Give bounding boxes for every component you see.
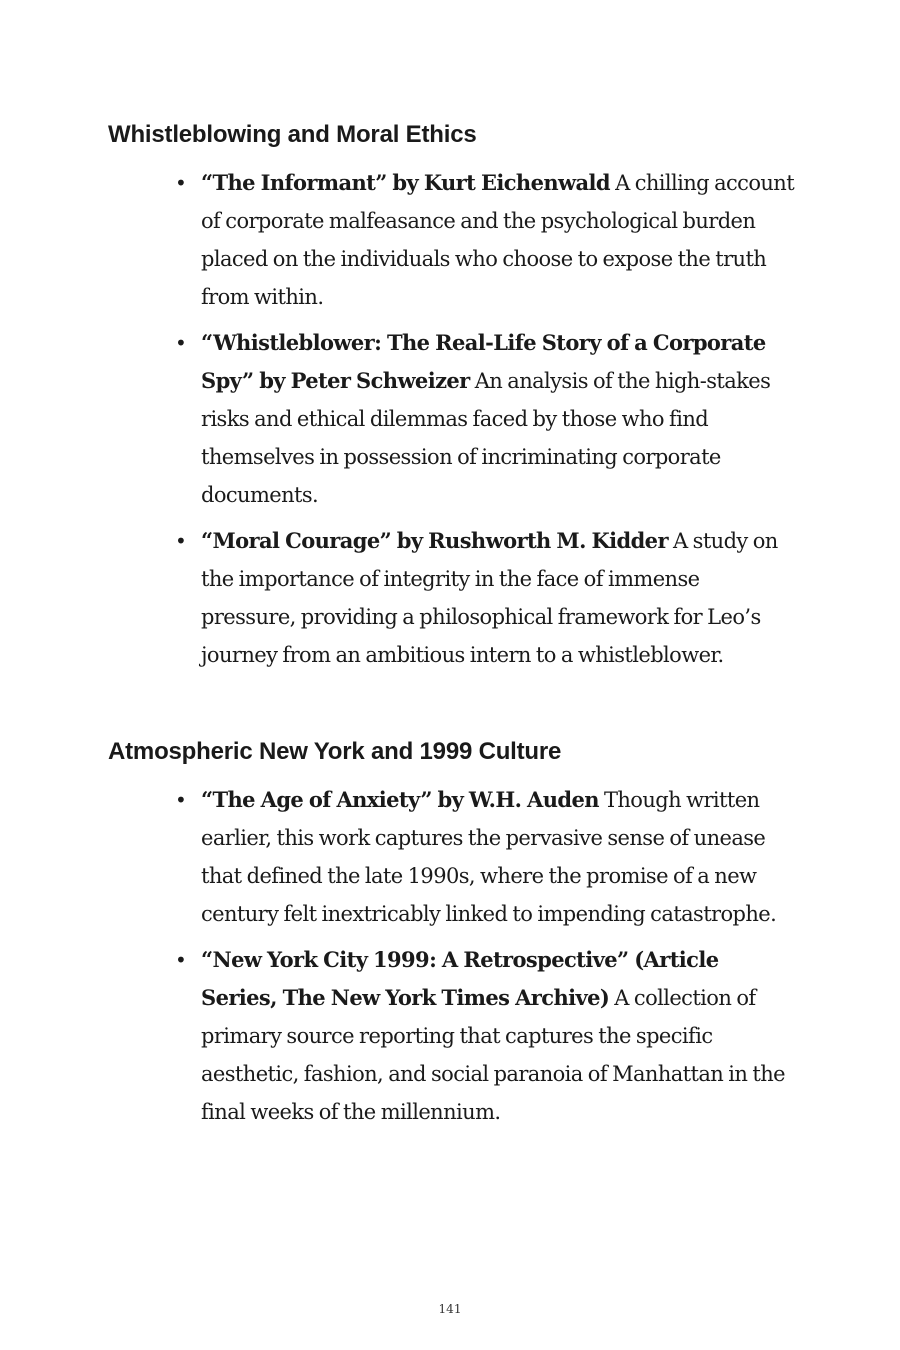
list-item (175, 164, 799, 316)
list-item (175, 781, 799, 933)
book-description: A chilling account of corporate malfeasance and the psychological burden placed on the individuals who choose to expose the truth from within. (201, 171, 795, 309)
book-title: “New York City 1999: A Retrospective” (Article Series, The New York Times Archive) (201, 947, 719, 1010)
bullet-icon: • (175, 529, 187, 553)
book-description: An analysis of the high-stakes risks and ethical dilemmas faced by those who find themselves in possession of incriminating corporate documents. (201, 369, 771, 507)
list-item (175, 324, 799, 514)
page-number: 141 (438, 1302, 462, 1316)
list-item (175, 522, 799, 674)
book-description: A collection of primary source reporting that captures the specific aesthetic, fashion, and social paranoia of Manhattan in the final weeks of the millennium. (201, 986, 785, 1124)
reading-list (108, 164, 799, 674)
bullet-icon: • (175, 948, 187, 972)
book-title: “Whistleblower: The Real-Life Story of a Corporate Spy” by Peter Schweizer (201, 330, 766, 393)
book-title: “Moral Courage” by Rushworth M. Kidder (201, 528, 668, 553)
bullet-icon: • (175, 331, 187, 355)
bullet-icon: • (175, 788, 187, 812)
section-heading: Whistleblowing and Moral Ethics (108, 121, 477, 148)
section-whistleblowing (108, 118, 808, 682)
list-item (175, 941, 799, 1131)
reading-list (108, 781, 799, 1131)
book-title: “The Age of Anxiety” by W.H. Auden (201, 787, 599, 812)
section-heading: Atmospheric New York and 1999 Culture (108, 738, 562, 765)
section-new-york-1999 (108, 735, 808, 1139)
book-description: A study on the importance of integrity in the face of immense pressure, providing a philosophical framework for Leo’s journey from an ambitious intern to a whistleblower. (201, 529, 778, 667)
bullet-icon: • (175, 171, 187, 195)
book-description: Though written earlier, this work captures the pervasive sense of unease that defined the late 1990s, where the promise of a new century felt inextricably linked to impending catastrophe. (201, 788, 777, 926)
book-title: “The Informant” by Kurt Eichenwald (201, 170, 610, 195)
